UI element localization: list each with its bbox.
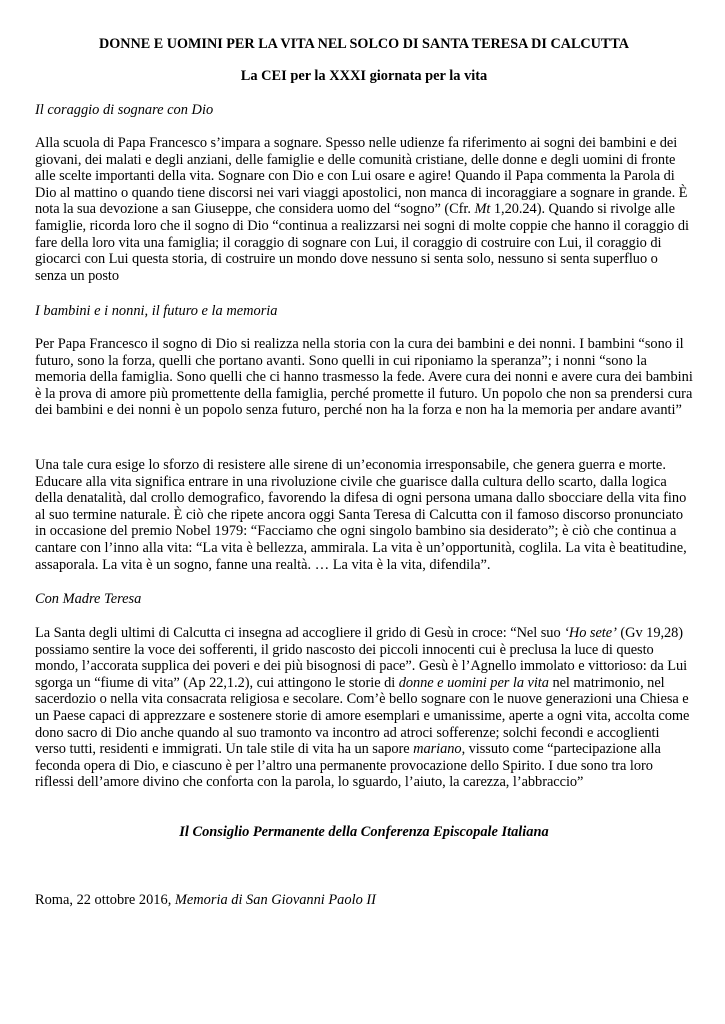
section-heading-madre-teresa: Con Madre Teresa <box>35 591 142 607</box>
footer-date: Roma, 22 ottobre 2016, Memoria di San Giovanni Paolo II <box>35 892 376 908</box>
signature: Il Consiglio Permanente della Conferenza Episcopale Italiana <box>179 824 549 840</box>
paragraph-cura: Una tale cura esige lo sforzo di resistere alle sirene di un’economia irresponsabile, che genera guerra e morte. Educare alla vita significa entrare in una rivoluzione civile che guarisce dalla cultura dello scarto, dalla logica della denatalità, dal crollo demografico, favorendo la difesa di ogni persona umana dallo sbocciare della vita fino al suo termine naturale. È ciò che ripete ancora oggi Santa Teresa di Calcutta con il famoso discorso pronunciato in occasione del premio Nobel 1979: “Facciamo che ogni singolo bambino sia desiderato”; è ciò che continua a cantare con l’inno alla vita: “La vita è bellezza, ammirala. La vita è un’opportunità, coglila. La vita è beatitudine, assaporala. La vita è un sogno, fanne una realtà. … La vita è la vita, difendila”. <box>35 457 687 573</box>
document-subtitle: La CEI per la XXXI giornata per la vita <box>240 68 488 84</box>
section-heading-bambini-nonni: I bambini e i nonni, il futuro e la memoria <box>35 303 278 319</box>
paragraph-bambini-nonni: Per Papa Francesco il sogno di Dio si realizza nella storia con la cura dei bambini e dei nonni. I bambini “sono il futuro, sono la forza, quelli che portano avanti. Sono quelli in cui riponiamo la speranza”; i nonni “sono la memoria della famiglia. Sono quelli che ci hanno trasmesso la fede. Avere cura dei nonni e avere cura dei bambini è la prova di amore più promettente della famiglia, perché promette il futuro. Un popolo che non sa prendersi cura dei bambini e dei nonni è un popolo senza futuro, perché non ha la forza e non ha la memoria per andare avanti” <box>35 336 693 419</box>
paragraph-madre-teresa: La Santa degli ultimi di Calcutta ci insegna ad accogliere il grido di Gesù in croce: “Nel suo ‘Ho sete’ (Gv 19,28) possiamo sentire la voce dei sofferenti, il grido nascosto dei piccoli innocenti cui è preclusa la luce di questo mondo, l’accorata supplica dei poveri e dei più bisognosi di pace”. Gesù è l’Agnello immolato e vittorioso: da Lui sgorga un “fiume di vita” (Ap 22,1.2), cui attingono le storie di donne e uomini per la vita nel matrimonio, nel sacerdozio o nella vita consacrata religiosa e secolare. Com’è bello sognare con le nuove generazioni una Chiesa e un Paese capaci di apprezzare e sostenere storie di amore esemplari e umanissime, aperte a ogni vita, accolta come dono sacro di Dio anche quando al suo tramonto va incontro ad atroci sofferenze; solchi fecondi e accoglienti verso tutti, residenti e immigrati. Un tale stile di vita ha un sapore mariano, vissuto come “partecipazione alla feconda opera di Dio, e ciascuno è per l’altro una permanente provocazione dello Spirito. I due sono tra loro riflessi dell’amore divino che conforta con la parola, lo sguardo, l’aiuto, la carezza, l’abbraccio” <box>35 625 690 791</box>
section-heading-coraggio: Il coraggio di sognare con Dio <box>35 102 214 118</box>
paragraph-coraggio: Alla scuola di Papa Francesco s’impara a sognare. Spesso nelle udienze fa riferimento ai sogni dei bambini e dei giovani, dei malati e degli anziani, delle famiglie e delle comunità cristiane, delle donne e degli uomini di fronte alle scelte importanti della vita. Sognare con Dio e con Lui osare e agire! Quando il Papa commenta la Parola di Dio al mattino o quando tiene discorsi nei vari viaggi apostolici, non manca di incoraggiare a sognare in grande. È nota la sua devozione a san Giuseppe, che considera uomo del “sogno” (Cfr. Mt 1,20.24). Quando si rivolge alle famiglie, ricorda loro che il sogno di Dio “continua a realizzarsi nei sogni di molte coppie che hanno il coraggio di fare della loro vita una famiglia; il coraggio di sognare con Lui, il coraggio di costruire con Lui, il coraggio di giocarci con Lui questa storia, di costruire un mondo dove nessuno si senta solo, nessuno si senta superfluo o senza un posto <box>35 135 689 284</box>
document-title: DONNE E UOMINI PER LA VITA NEL SOLCO DI SANTA TERESA DI CALCUTTA <box>98 36 630 52</box>
